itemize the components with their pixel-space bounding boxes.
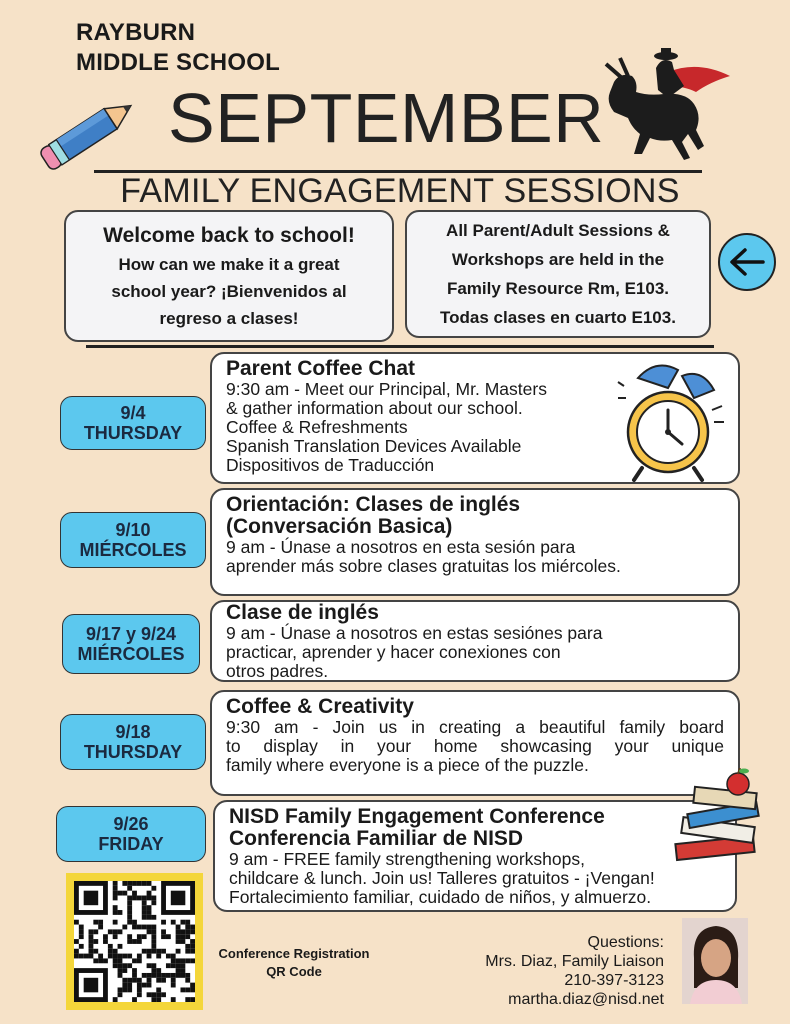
qr-module	[142, 881, 147, 886]
qr-module	[122, 978, 127, 983]
event-date: 9/10	[115, 520, 151, 540]
qr-module	[118, 963, 123, 968]
sessions-line2: Workshops are held in the	[451, 250, 665, 269]
qr-module	[166, 954, 171, 959]
qr-module	[171, 997, 176, 1002]
contact-name: Mrs. Diaz, Family Liaison	[485, 953, 664, 970]
qr-module	[171, 954, 176, 959]
event-detail: Spanish Translation Devices Available	[226, 436, 522, 456]
qr-module	[147, 978, 152, 983]
qr-module	[176, 973, 181, 978]
qr-module	[108, 954, 113, 959]
qr-module	[147, 983, 152, 988]
event-title-secondary: Conferencia Familiar de NISD	[229, 827, 524, 850]
qr-module	[185, 925, 190, 930]
qr-module	[190, 987, 195, 992]
horse-rider-logo	[598, 42, 736, 164]
qr-module	[103, 958, 108, 963]
qr-module	[147, 954, 152, 959]
qr-module	[113, 905, 118, 910]
qr-module	[185, 949, 190, 954]
qr-module	[118, 929, 123, 934]
qr-module	[151, 886, 156, 891]
qr-module	[171, 958, 176, 963]
qr-module	[137, 896, 142, 901]
qr-module	[151, 968, 156, 973]
qr-module	[180, 958, 185, 963]
section-divider	[86, 345, 714, 348]
qr-module	[142, 973, 147, 978]
qr-module	[127, 978, 132, 983]
qr-module	[180, 934, 185, 939]
event-date-badge	[56, 806, 206, 862]
qr-module	[142, 983, 147, 988]
qr-module	[137, 978, 142, 983]
qr-module	[132, 920, 137, 925]
qr-module	[137, 881, 142, 886]
qr-module	[79, 925, 84, 930]
event-card-nisd-conference	[213, 800, 737, 912]
qr-module	[171, 978, 176, 983]
school-name-line1: RAYBURN	[76, 19, 196, 46]
qr-module	[161, 973, 166, 978]
qr-module	[156, 987, 161, 992]
qr-module	[185, 958, 190, 963]
qr-module	[113, 891, 118, 896]
qr-module	[161, 949, 166, 954]
qr-module	[122, 881, 127, 886]
qr-module	[74, 939, 79, 944]
qr-module	[176, 929, 181, 934]
qr-module	[156, 992, 161, 997]
event-date: 9/17 y 9/24	[85, 624, 177, 644]
event-date-badge	[62, 614, 200, 674]
qr-module	[166, 973, 171, 978]
qr-module	[132, 978, 137, 983]
sessions-line4: Todas clases en cuarto E103.	[440, 308, 676, 327]
qr-module	[142, 934, 147, 939]
qr-module	[176, 963, 181, 968]
qr-module	[127, 934, 132, 939]
qr-module	[118, 958, 123, 963]
qr-module	[180, 920, 185, 925]
qr-module	[180, 929, 185, 934]
qr-module	[122, 968, 127, 973]
qr-module	[127, 920, 132, 925]
qr-module	[127, 915, 132, 920]
qr-module	[132, 881, 137, 886]
event-card-orientacion	[210, 488, 740, 596]
event-card-coffee-creativity	[210, 690, 740, 796]
qr-module	[137, 987, 142, 992]
page-title: SEPTEMBER	[168, 79, 605, 157]
qr-module	[113, 910, 118, 915]
qr-module	[180, 939, 185, 944]
qr-module	[156, 949, 161, 954]
qr-module	[113, 958, 118, 963]
event-date-badge	[60, 714, 206, 770]
qr-module	[122, 987, 127, 992]
qr-module	[190, 983, 195, 988]
qr-module	[185, 920, 190, 925]
qr-module	[84, 978, 99, 993]
qr-module	[127, 886, 132, 891]
qr-module	[180, 987, 185, 992]
qr-module	[98, 954, 103, 959]
qr-module	[74, 920, 79, 925]
qr-module	[142, 900, 147, 905]
contact-email[interactable]: martha.diaz@nisd.net	[508, 991, 664, 1008]
qr-module	[180, 963, 185, 968]
qr-module	[132, 939, 137, 944]
qr-module	[89, 944, 94, 949]
back-button[interactable]	[718, 233, 776, 291]
qr-module	[132, 925, 137, 930]
book-stack-apple-icon	[668, 768, 768, 868]
qr-module	[132, 958, 137, 963]
event-date: 9/18	[115, 722, 151, 742]
qr-module	[176, 925, 181, 930]
event-card-clase-ingles	[210, 600, 740, 682]
qr-module	[79, 934, 84, 939]
event-date-badge	[60, 396, 206, 450]
qr-module	[137, 939, 142, 944]
event-day: THURSDAY	[83, 742, 183, 762]
back-arrow-icon	[727, 246, 767, 278]
qr-module	[132, 891, 137, 896]
qr-module	[147, 915, 152, 920]
event-date: 9/26	[113, 814, 149, 834]
qr-module	[127, 900, 132, 905]
qr-module	[185, 934, 190, 939]
qr-module	[122, 963, 127, 968]
event-detail: Dispositivos de Traducción	[226, 455, 435, 475]
qr-module	[176, 934, 181, 939]
qr-module	[118, 910, 123, 915]
qr-caption-line2: QR Code	[266, 964, 322, 979]
qr-module	[151, 973, 156, 978]
qr-module	[127, 939, 132, 944]
qr-module	[176, 958, 181, 963]
qr-module	[142, 905, 147, 910]
sessions-line3: Family Resource Rm, E103.	[446, 279, 670, 298]
qr-module	[171, 920, 176, 925]
qr-module	[161, 929, 166, 934]
qr-module	[166, 934, 171, 939]
qr-module	[151, 925, 156, 930]
qr-module	[151, 992, 156, 997]
qr-module	[156, 973, 161, 978]
qr-module	[118, 954, 123, 959]
page-subtitle: FAMILY ENGAGEMENT SESSIONS	[120, 172, 680, 210]
qr-module	[180, 968, 185, 973]
qr-module	[103, 934, 108, 939]
qr-module	[79, 944, 84, 949]
qr-module	[84, 954, 89, 959]
qr-module	[185, 987, 190, 992]
qr-module	[137, 992, 142, 997]
qr-module	[171, 973, 176, 978]
qr-module	[98, 958, 103, 963]
qr-module	[79, 929, 84, 934]
qr-module	[118, 987, 123, 992]
qr-module	[147, 905, 152, 910]
qr-module	[89, 934, 94, 939]
qr-module	[118, 973, 123, 978]
qr-module	[185, 944, 190, 949]
qr-module	[142, 925, 147, 930]
event-day: FRIDAY	[98, 834, 164, 854]
qr-module	[147, 881, 152, 886]
qr-module	[151, 939, 156, 944]
school-name	[76, 18, 280, 78]
qr-module	[132, 973, 137, 978]
qr-module	[156, 954, 161, 959]
qr-module	[147, 891, 152, 896]
event-detail: 9:30 am - Meet our Principal, Mr. Masters	[226, 379, 547, 399]
qr-module	[147, 896, 152, 901]
qr-module	[127, 963, 132, 968]
pencil-icon	[34, 92, 146, 170]
alarm-clock-icon	[616, 356, 726, 486]
qr-module	[89, 939, 94, 944]
welcome-box	[64, 210, 394, 342]
qr-module	[103, 939, 108, 944]
qr-module	[190, 944, 195, 949]
qr-module	[161, 920, 166, 925]
qr-module	[151, 915, 156, 920]
qr-module	[93, 920, 98, 925]
qr-module	[98, 925, 103, 930]
qr-module	[113, 997, 118, 1002]
qr-module	[113, 949, 118, 954]
qr-module	[190, 939, 195, 944]
qr-module	[137, 934, 142, 939]
qr-module	[180, 973, 185, 978]
qr-module	[185, 978, 190, 983]
qr-module	[156, 997, 161, 1002]
qr-module	[142, 910, 147, 915]
qr-module	[142, 949, 147, 954]
qr-module	[89, 929, 94, 934]
qr-module	[113, 929, 118, 934]
contact-phone[interactable]: 210-397-3123	[564, 972, 664, 989]
qr-module	[89, 949, 94, 954]
qr-module	[132, 997, 137, 1002]
qr-module	[147, 910, 152, 915]
qr-module	[79, 954, 84, 959]
qr-module	[93, 939, 98, 944]
contact-info	[420, 933, 664, 1009]
event-title: Orientación: Clases de inglés	[226, 493, 521, 516]
qr-module	[190, 958, 195, 963]
qr-module	[113, 934, 118, 939]
qr-module	[142, 896, 147, 901]
qr-module	[127, 910, 132, 915]
sessions-line1: All Parent/Adult Sessions &	[446, 221, 670, 240]
qr-module	[176, 968, 181, 973]
qr-module	[156, 978, 161, 983]
qr-module	[166, 963, 171, 968]
qr-module	[93, 958, 98, 963]
qr-code-pattern	[74, 881, 195, 1002]
qr-caption	[204, 945, 384, 981]
qr-module	[147, 949, 152, 954]
event-title: Clase de inglés	[226, 601, 379, 624]
event-detail: childcare & lunch. Join us! Talleres gratuitos - ¡Vengan!	[229, 868, 655, 888]
qr-module	[108, 949, 113, 954]
welcome-line1: Welcome back to school!	[103, 223, 355, 247]
qr-module	[151, 944, 156, 949]
contact-heading: Questions:	[587, 934, 664, 951]
qr-module	[127, 987, 132, 992]
qr-module	[118, 891, 123, 896]
event-detail: Coffee & Refreshments	[226, 417, 408, 437]
qr-module	[127, 983, 132, 988]
qr-module	[118, 992, 123, 997]
qr-module	[118, 968, 123, 973]
event-day: THURSDAY	[83, 423, 183, 443]
qr-module	[113, 896, 118, 901]
school-name-line2: MIDDLE SCHOOL	[76, 49, 280, 76]
qr-module	[171, 963, 176, 968]
welcome-line3: school year? ¡Bienvenidos al	[111, 281, 347, 301]
qr-module	[156, 968, 161, 973]
qr-module	[89, 954, 94, 959]
qr-module	[151, 929, 156, 934]
qr-code-frame[interactable]	[66, 873, 203, 1010]
qr-module	[127, 954, 132, 959]
event-date-badge	[60, 512, 206, 568]
event-detail: 9:30 am - Join us in creating a beautiful family board	[226, 717, 724, 737]
qr-module	[122, 891, 127, 896]
qr-module	[74, 954, 79, 959]
qr-module	[176, 949, 181, 954]
qr-module	[118, 944, 123, 949]
qr-module	[137, 954, 142, 959]
qr-module	[190, 929, 195, 934]
event-detail: otros padres.	[226, 661, 329, 681]
qr-caption-line1: Conference Registration	[218, 946, 370, 961]
qr-module	[132, 968, 137, 973]
qr-module	[147, 992, 152, 997]
event-detail: aprender más sobre clases gratuitas los miércoles.	[226, 556, 621, 576]
qr-module	[161, 992, 166, 997]
qr-code[interactable]	[74, 881, 195, 1002]
qr-module	[74, 949, 79, 954]
event-day: MIÉRCOLES	[77, 644, 185, 664]
event-day: MIÉRCOLES	[79, 540, 187, 560]
qr-module	[161, 934, 166, 939]
event-detail: 9 am - Únase a nosotros en estas sesiónes para	[226, 623, 603, 643]
qr-module	[147, 925, 152, 930]
event-detail: practicar, aprender y hacer conexiones con	[226, 642, 561, 662]
qr-module	[151, 934, 156, 939]
qr-module	[190, 997, 195, 1002]
qr-module	[93, 949, 98, 954]
qr-module	[122, 925, 127, 930]
qr-module	[151, 997, 156, 1002]
qr-module	[132, 896, 137, 901]
qr-module	[147, 973, 152, 978]
qr-module	[147, 963, 152, 968]
event-title: NISD Family Engagement Conference	[229, 805, 605, 828]
qr-module	[190, 949, 195, 954]
qr-module	[151, 896, 156, 901]
qr-module	[171, 983, 176, 988]
qr-module	[113, 954, 118, 959]
qr-module	[127, 881, 132, 886]
qr-module	[147, 929, 152, 934]
event-title: Coffee & Creativity	[226, 695, 414, 718]
qr-module	[185, 997, 190, 1002]
qr-module	[113, 963, 118, 968]
event-detail: 9 am - Únase a nosotros en esta sesión para	[226, 537, 576, 557]
qr-module	[176, 939, 181, 944]
contact-photo	[682, 918, 748, 1004]
qr-module	[127, 905, 132, 910]
event-detail: Fortalecimiento familiar, cuidado de niños, y almuerzo.	[229, 887, 652, 907]
event-detail: 9 am - FREE family strengthening workshops,	[229, 849, 585, 869]
qr-module	[113, 881, 118, 886]
qr-module	[137, 958, 142, 963]
qr-module	[113, 886, 118, 891]
sessions-location-box	[405, 210, 711, 338]
qr-module	[127, 896, 132, 901]
welcome-line4: regreso a clases!	[159, 308, 299, 328]
qr-module	[171, 891, 186, 906]
qr-module	[108, 944, 113, 949]
qr-module	[113, 920, 118, 925]
qr-module	[185, 973, 190, 978]
welcome-line2: How can we make it a great	[118, 254, 340, 274]
qr-module	[142, 915, 147, 920]
qr-module	[151, 900, 156, 905]
qr-module	[185, 929, 190, 934]
event-detail: & gather information about our school.	[226, 398, 523, 418]
qr-module	[122, 954, 127, 959]
qr-module	[93, 929, 98, 934]
event-title-secondary: (Conversación Basica)	[226, 515, 453, 538]
qr-module	[190, 925, 195, 930]
qr-module	[151, 963, 156, 968]
qr-module	[98, 920, 103, 925]
event-title: Parent Coffee Chat	[226, 357, 416, 380]
event-detail: family where everyone is a piece of the puzzle.	[226, 755, 589, 775]
qr-module	[161, 978, 166, 983]
qr-module	[84, 891, 99, 906]
qr-module	[137, 925, 142, 930]
qr-module	[137, 983, 142, 988]
qr-module	[108, 929, 113, 934]
event-detail: to display in your home showcasing your unique	[226, 736, 724, 756]
qr-module	[151, 949, 156, 954]
event-date: 9/4	[120, 403, 146, 423]
contact-photo-illustration	[682, 918, 748, 1004]
qr-module	[122, 983, 127, 988]
